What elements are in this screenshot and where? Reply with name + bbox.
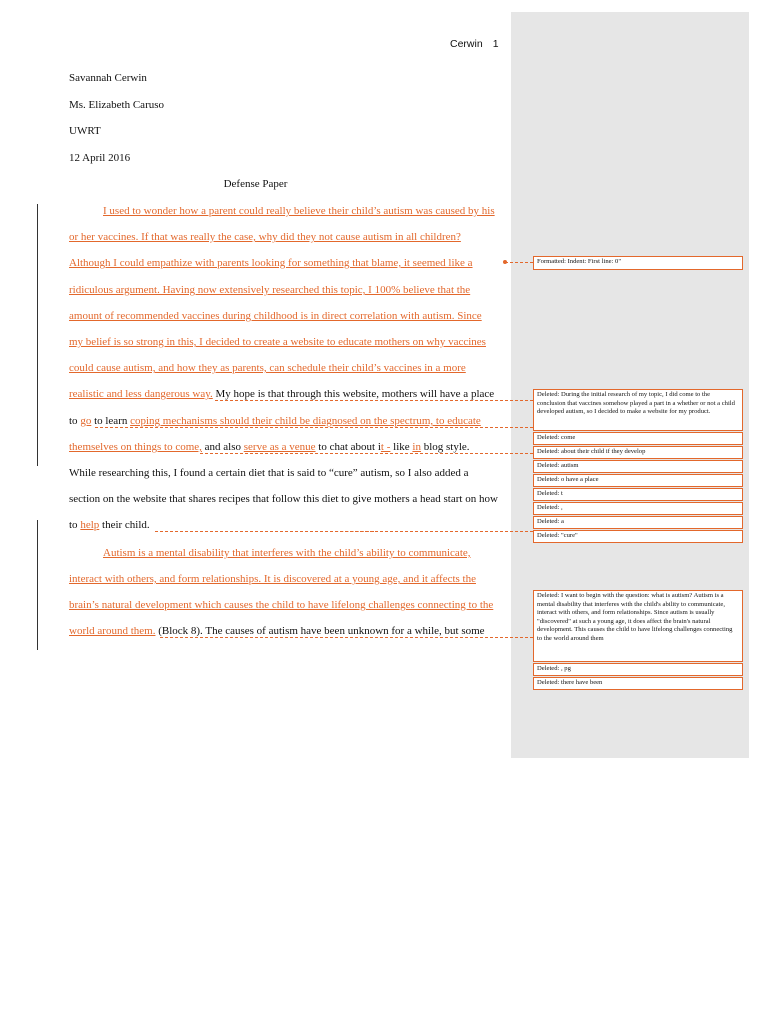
header-page-number: 1 [492,38,499,50]
paragraph-line[interactable]: could cause autism, and how they as parents, can schedule their child’s vaccines in a more [69,362,466,374]
paragraph-line[interactable]: While researching this, I found a certain diet that is said to “cure” autism, so I also added a [69,467,469,479]
paragraph-line[interactable]: I used to wonder how a parent could really believe their child’s autism was caused by his [103,205,495,217]
comment-balloon[interactable]: Deleted: "cure" [533,530,743,543]
comment-balloon[interactable]: Deleted: t [533,488,743,501]
inserted-text: serve as a venue [243,441,316,453]
body-text: blog style. [420,441,470,453]
paragraph-line[interactable]: Autism is a mental disability that interferes with the child’s ability to communicate, [103,547,471,559]
anchor-dot [503,260,507,264]
instructor-name[interactable]: Ms. Elizabeth Caruso [69,99,165,111]
inserted-text: coping mechanisms should their child be diagnosed on the spectrum, to educate [130,415,481,427]
inserted-text: go [80,415,92,427]
comment-connector [505,262,533,263]
header-author: Cerwin [450,38,483,50]
comment-balloon[interactable]: Formatted: Indent: First line: 0" [533,256,743,270]
paragraph-line[interactable]: section on the website that shares recipes that follow this diet to give mothers a head start on how [69,493,498,505]
comment-connector [160,637,533,638]
paragraph-line[interactable]: interact with others, and form relationships. It is discovered at a young age, and it affects the [69,573,476,585]
comment-balloon[interactable]: Deleted: autism [533,460,743,473]
comment-balloon[interactable]: Deleted: , [533,502,743,515]
page-header [450,38,509,50]
inserted-text: in [412,441,421,453]
inserted-text: t - [380,441,391,453]
comment-connector [215,400,533,401]
student-name[interactable]: Savannah Cerwin [69,72,147,84]
body-text: to chat about i [315,441,381,453]
paragraph-line[interactable]: brain’s natural development which causes the child to have lifelong challenges connecting to the [69,599,494,611]
paragraph-line[interactable] [69,625,485,637]
body-text: My hope is that through this website, mothers will have a place [212,388,495,400]
comment-balloon[interactable]: Deleted: come [533,432,743,445]
inserted-text: world around them. [69,625,156,637]
paragraph-line[interactable] [69,415,481,427]
change-bar [37,520,38,650]
body-text: their child. [99,519,150,531]
body-text: (Block 8). The causes of autism have been unknown for a while, but some [155,625,485,637]
body-text: to [69,415,81,427]
comment-balloon[interactable]: Deleted: there have been [533,677,743,690]
body-text: and also [201,441,244,453]
paragraph-line[interactable] [69,388,494,400]
comment-balloon[interactable]: Deleted: I want to begin with the question: what is autism? Autism is a mental disability that interferes with the child's ability to communicate, interact with others, and form relationships. Since autism is usually "discovered" at such a young age, it does affect the brain's natural development. This causes the child to have lifelong challenges connecting to the world around them [533,590,743,662]
change-bar [37,204,38,466]
inserted-text: realistic and less dangerous way. [69,388,213,400]
comment-connector [95,427,533,428]
comment-balloon[interactable]: Deleted: During the initial research of my topic, I did come to the conclusion that vaccines somehow played a part in a whether or not a child developed autism, so I decided to make a website for my product. [533,389,743,431]
comment-balloon[interactable]: Deleted: a [533,516,743,529]
comment-balloon[interactable]: Deleted: o have a place [533,474,743,487]
paper-date[interactable]: 12 April 2016 [69,152,131,164]
body-text: to learn [91,415,131,427]
comment-connector [330,531,374,532]
comment-connector [200,453,533,454]
paragraph-line[interactable]: amount of recommended vaccines during childhood is in direct correlation with autism. Since [69,310,482,322]
body-text: to [69,519,81,531]
body-text: like [390,441,413,453]
page-title[interactable]: Defense Paper [223,178,288,190]
paragraph-line[interactable]: or her vaccines. If that was really the case, why did they not cause autism in all children? [69,231,461,243]
paragraph-line[interactable] [69,519,150,531]
inserted-text: themselves on things to come, [69,441,202,453]
paragraph-line[interactable]: Although I could empathize with parents looking for something that blame, it seemed like a [69,257,473,269]
comment-balloon[interactable]: Deleted: , pg [533,663,743,676]
inserted-text: help [80,519,100,531]
paragraph-line[interactable]: my belief is so strong in this, I decided to create a website to educate mothers on why vaccines [69,336,486,348]
course-name[interactable]: UWRT [69,125,101,137]
comment-balloon[interactable]: Deleted: about their child if they develop [533,446,743,459]
paragraph-line[interactable]: ridiculous argument. Having now extensively researched this topic, I 100% believe that the [69,284,471,296]
paragraph-line[interactable] [69,441,470,453]
